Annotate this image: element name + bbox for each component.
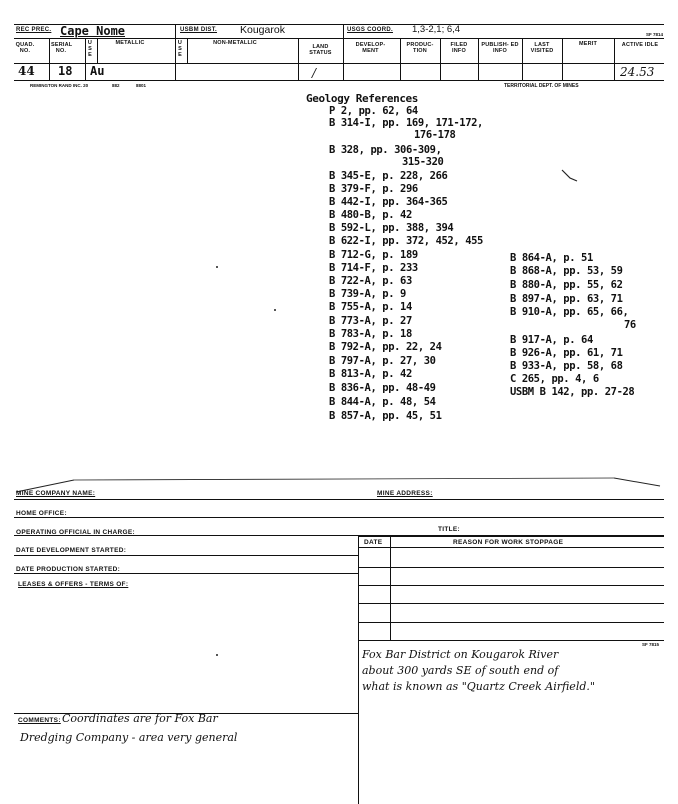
ref-line: B 797-A, p. 27, 30 xyxy=(329,355,436,367)
ref-line: B 739-A, p. 9 xyxy=(329,288,406,300)
ref-line: C 265, pp. 4, 6 xyxy=(510,373,599,385)
printer-code-1: 882 xyxy=(112,83,120,88)
ref-line: B 622-I, pp. 372, 452, 455 xyxy=(329,235,483,247)
col-last-visited: LAST VISITED xyxy=(530,42,554,54)
stray-dot xyxy=(216,654,218,656)
col-use-2: U S E xyxy=(177,40,183,58)
ref-line: B 773-A, p. 27 xyxy=(329,315,412,327)
ref-line: B 813-A, p. 42 xyxy=(329,368,412,380)
col-merit: MERIT xyxy=(578,41,598,47)
printer-label: REMINGTON RAND INC. 20 xyxy=(30,83,89,88)
comments-line: Dredging Company - area very general xyxy=(20,731,238,744)
col-development: DEVELOP- MENT xyxy=(355,42,386,54)
ref-line: B 864-A, p. 51 xyxy=(510,252,593,264)
ref-line: B 345-E, p. 228, 266 xyxy=(329,170,448,182)
ref-line: P 2, pp. 62, 64 xyxy=(329,105,418,117)
ref-line: B 868-A, pp. 53, 59 xyxy=(510,265,623,277)
metallic-value: Au xyxy=(90,64,105,78)
form-number-top: SF 7814 xyxy=(646,32,664,37)
ref-line: B 880-A, pp. 55, 62 xyxy=(510,279,623,291)
col-production: PRODUC- TION xyxy=(406,42,434,54)
home-office-label: HOME OFFICE: xyxy=(16,510,67,517)
col-serial-no: SERIAL NO. xyxy=(51,42,73,54)
separator-line xyxy=(14,472,664,494)
leases-offers-label: LEASES & OFFERS - TERMS OF: xyxy=(18,581,129,588)
date-development-label: DATE DEVELOPMENT STARTED: xyxy=(16,547,127,554)
ref-line: B 714-F, p. 233 xyxy=(329,262,418,274)
ref-line: B 442-I, pp. 364-365 xyxy=(329,196,448,208)
location-note-line: what is known as "Quartz Creek Airfield." xyxy=(362,680,595,693)
ref-line: B 836-A, pp. 48-49 xyxy=(329,382,436,394)
active-idle-value: 24.53 xyxy=(620,65,655,79)
ref-line: B 592-L, pp. 388, 394 xyxy=(329,222,454,234)
ref-line: B 722-A, p. 63 xyxy=(329,275,412,287)
land-status-value: / xyxy=(312,66,317,80)
ref-line: B 926-A, pp. 61, 71 xyxy=(510,347,623,359)
ref-line: B 783-A, p. 18 xyxy=(329,328,412,340)
date-col-header: DATE xyxy=(364,539,383,546)
date-production-label: DATE PRODUCTION STARTED: xyxy=(16,566,121,573)
usbm-dist-label: USBM DIST. xyxy=(180,27,218,33)
col-published-info: PUBLISH- ED INFO xyxy=(481,42,519,54)
ref-line: B 712-G, p. 189 xyxy=(329,249,418,261)
ref-line: B 910-A, pp. 65, 66, xyxy=(510,306,629,318)
references-title: Geology References xyxy=(306,92,419,105)
mine-address-label: MINE ADDRESS: xyxy=(377,490,433,497)
ref-line: B 314-I, pp. 169, 171-172, xyxy=(329,117,483,129)
title-label: TITLE: xyxy=(438,526,461,533)
ref-line: 76 xyxy=(624,319,636,331)
col-use-1: U S E xyxy=(87,40,93,58)
ref-line: B 897-A, pp. 63, 71 xyxy=(510,293,623,305)
reason-col-header: REASON FOR WORK STOPPAGE xyxy=(453,539,564,546)
ref-line: B 379-F, p. 296 xyxy=(329,183,418,195)
usgs-coord-label: USGS COORD. xyxy=(347,27,393,33)
col-non-metallic: NON-METALLIC xyxy=(213,40,257,46)
ref-line: B 933-A, pp. 58, 68 xyxy=(510,360,623,372)
col-quad-no: QUAD. NO. xyxy=(15,42,35,54)
ref-line: 176-178 xyxy=(414,129,456,141)
usgs-coord-value: 1,3-2,1; 6,4 xyxy=(412,24,461,35)
col-filed-info: FILED INFO xyxy=(450,42,468,54)
location-note-line: about 300 yards SE of south end of xyxy=(362,664,559,677)
usbm-dist-value: Kougarok xyxy=(240,24,285,36)
form-number-mid: SF 7815 xyxy=(642,642,660,647)
col-land-status: LAND STATUS xyxy=(309,44,332,56)
ref-line: B 480-B, p. 42 xyxy=(329,209,412,221)
serial-no-value: 18 xyxy=(58,64,73,78)
ref-line: B 844-A, p. 48, 54 xyxy=(329,396,436,408)
stray-dot xyxy=(274,309,276,311)
comments-line: Coordinates are for Fox Bar xyxy=(62,712,218,725)
stray-dot xyxy=(216,266,218,268)
ref-line: B 917-A, p. 64 xyxy=(510,334,593,346)
comments-label: COMMENTS: xyxy=(18,717,61,724)
col-metallic: METALLIC xyxy=(115,40,145,46)
mine-company-name-label: MINE COMPANY NAME: xyxy=(16,490,96,497)
stray-pen-mark xyxy=(560,168,580,184)
rec-prec-value: Cape Nome xyxy=(60,24,126,38)
col-active-idle: ACTIVE IDLE xyxy=(621,42,659,48)
ref-line: B 328, pp. 306-309, xyxy=(329,144,442,156)
quad-no-value: 44 xyxy=(18,64,35,78)
ref-line: 315-320 xyxy=(402,156,444,168)
rec-prec-label: REC PREC. xyxy=(16,27,52,33)
operating-official-label: OPERATING OFFICIAL IN CHARGE: xyxy=(16,529,135,536)
ref-line: USBM B 142, pp. 27-28 xyxy=(510,386,635,398)
location-note-line: Fox Bar District on Kougarok River xyxy=(362,648,559,661)
ref-line: B 755-A, p. 14 xyxy=(329,301,412,313)
territorial-label: TERRITORIAL DEPT. OF MINES xyxy=(504,83,579,89)
printer-code-2: 8801 xyxy=(136,83,147,88)
ref-line: B 792-A, pp. 22, 24 xyxy=(329,341,442,353)
ref-line: B 857-A, pp. 45, 51 xyxy=(329,410,442,422)
